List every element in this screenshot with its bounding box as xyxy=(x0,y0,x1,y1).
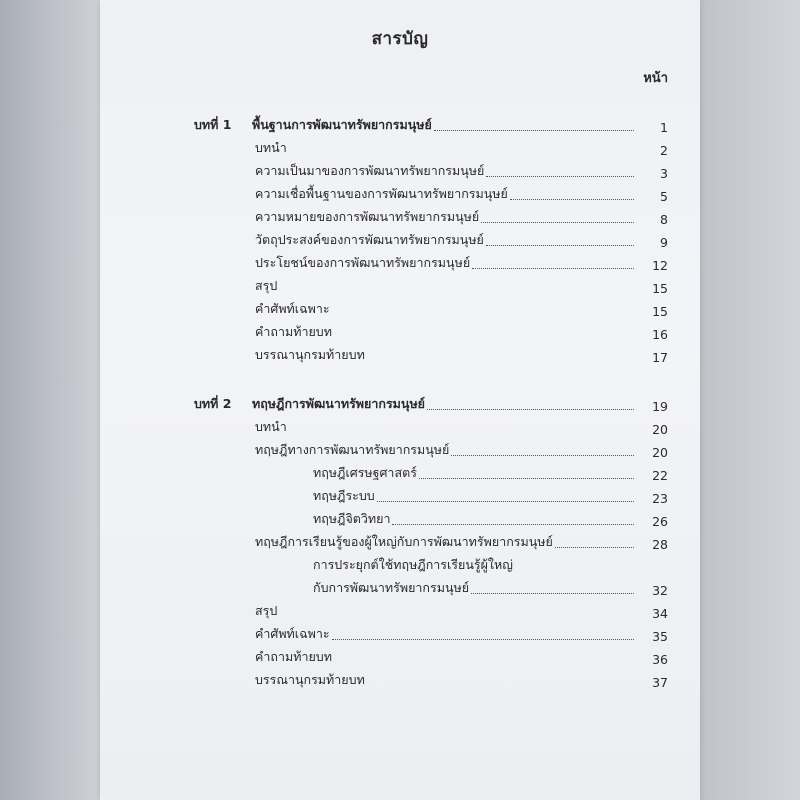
toc-subitem[interactable] xyxy=(313,486,668,506)
chapter-number: บทที่ 2 xyxy=(194,396,232,411)
chapter-title: พื้นฐานการพัฒนาทรัพยากรมนุษย์ xyxy=(252,117,432,132)
toc-item-label: การประยุกต์ใช้ทฤษฎีการเรียนรู้ผู้ใหญ่ xyxy=(313,557,513,572)
page-number: 15 xyxy=(652,281,668,296)
leader-dots xyxy=(481,222,634,223)
toc-chapter-row[interactable] xyxy=(194,115,668,135)
right-background xyxy=(700,0,800,800)
page-number: 32 xyxy=(652,583,668,598)
leader-dots xyxy=(510,199,634,200)
page-column-header: หน้า xyxy=(643,71,668,86)
chapter-number: บทที่ 1 xyxy=(194,117,232,132)
toc-item[interactable] xyxy=(255,299,668,319)
toc-item-label: กับการพัฒนาทรัพยากรมนุษย์ xyxy=(313,580,470,595)
toc-item[interactable] xyxy=(255,417,668,437)
toc-item[interactable] xyxy=(255,207,668,227)
chapter-title: ทฤษฎีการพัฒนาทรัพยากรมนุษย์ xyxy=(252,396,426,411)
toc-subitem[interactable] xyxy=(313,555,668,575)
toc-item-label: บรรณานุกรมท้ายบท xyxy=(255,347,365,362)
toc-chapter-row[interactable] xyxy=(194,394,668,414)
toc-item-label: ทฤษฎีเศรษฐศาสตร์ xyxy=(313,465,417,480)
toc-item[interactable] xyxy=(255,601,668,621)
toc-subitem[interactable] xyxy=(313,578,668,598)
page-number: 28 xyxy=(652,537,668,552)
toc-item-label: คำศัพท์เฉพาะ xyxy=(255,626,330,641)
leader-dots xyxy=(486,245,634,246)
toc-item[interactable] xyxy=(255,345,668,365)
page-number: 8 xyxy=(660,212,668,227)
leader-dots xyxy=(451,455,634,456)
page-number: 26 xyxy=(652,514,668,529)
toc-item-label: คำศัพท์เฉพาะ xyxy=(255,301,330,316)
toc-item-label: ทฤษฎีจิตวิทยา xyxy=(313,511,391,526)
page-number: 1 xyxy=(660,120,668,135)
toc-item[interactable] xyxy=(255,276,668,296)
toc-item-label: ทฤษฎีการเรียนรู้ของผู้ใหญ่กับการพัฒนาทรัพยากรมนุษย์ xyxy=(255,534,553,549)
toc-item[interactable] xyxy=(255,647,668,667)
leader-dots xyxy=(486,176,634,177)
toc-item[interactable] xyxy=(255,161,668,181)
toc-item-label: คำถามท้ายบท xyxy=(255,324,332,339)
toc-subitem[interactable] xyxy=(313,509,668,529)
page-number: 37 xyxy=(652,675,668,690)
page-number: 9 xyxy=(660,235,668,250)
toc-item-label: คำถามท้ายบท xyxy=(255,649,332,664)
page-number: 35 xyxy=(652,629,668,644)
toc-item-label: ความเป็นมาของการพัฒนาทรัพยากรมนุษย์ xyxy=(255,163,485,178)
toc-item-label: บรรณานุกรมท้ายบท xyxy=(255,672,365,687)
toc-item-label: บทนำ xyxy=(255,140,287,155)
page-number: 16 xyxy=(652,327,668,342)
toc-item[interactable] xyxy=(255,253,668,273)
leader-dots xyxy=(555,547,634,548)
toc-item-label: บทนำ xyxy=(255,419,287,434)
page-number: 12 xyxy=(652,258,668,273)
page-number: 5 xyxy=(660,189,668,204)
toc-item-label: ความหมายของการพัฒนาทรัพยากรมนุษย์ xyxy=(255,209,480,224)
toc-item-label: ทฤษฎีทางการพัฒนาทรัพยากรมนุษย์ xyxy=(255,442,450,457)
toc-item-label: ความเชื่อพื้นฐานของการพัฒนาทรัพยากรมนุษย์ xyxy=(255,186,508,201)
leader-dots xyxy=(434,130,634,131)
page-number: 34 xyxy=(652,606,668,621)
page-number: 15 xyxy=(652,304,668,319)
toc-item-label: ประโยชน์ของการพัฒนาทรัพยากรมนุษย์ xyxy=(255,255,471,270)
toc-item[interactable] xyxy=(255,138,668,158)
toc-item-label: ทฤษฎีระบบ xyxy=(313,488,375,503)
toc-item[interactable] xyxy=(255,322,668,342)
page-title: สารบัญ xyxy=(371,29,429,49)
leader-dots xyxy=(377,501,634,502)
leader-dots xyxy=(472,268,634,269)
page-number: 19 xyxy=(652,399,668,414)
page-number: 36 xyxy=(652,652,668,667)
toc-item[interactable] xyxy=(255,532,668,552)
leader-dots xyxy=(427,409,634,410)
page-number: 2 xyxy=(660,143,668,158)
toc-item[interactable] xyxy=(255,184,668,204)
toc-item[interactable] xyxy=(255,230,668,250)
leader-dots xyxy=(471,593,634,594)
toc-item-label: สรุป xyxy=(255,603,278,618)
page-number: 23 xyxy=(652,491,668,506)
page-number: 20 xyxy=(652,422,668,437)
leader-dots xyxy=(419,478,634,479)
toc-subitem[interactable] xyxy=(313,463,668,483)
page-number: 20 xyxy=(652,445,668,460)
leader-dots xyxy=(392,524,634,525)
toc-item[interactable] xyxy=(255,624,668,644)
leader-dots xyxy=(332,639,634,640)
toc-item[interactable] xyxy=(255,670,668,690)
toc-item[interactable] xyxy=(255,440,668,460)
toc-page xyxy=(100,0,700,800)
page-number: 17 xyxy=(652,350,668,365)
page-number: 22 xyxy=(652,468,668,483)
toc-item-label: สรุป xyxy=(255,278,278,293)
page-number: 3 xyxy=(660,166,668,181)
toc-item-label: วัตถุประสงค์ของการพัฒนาทรัพยากรมนุษย์ xyxy=(255,232,484,247)
